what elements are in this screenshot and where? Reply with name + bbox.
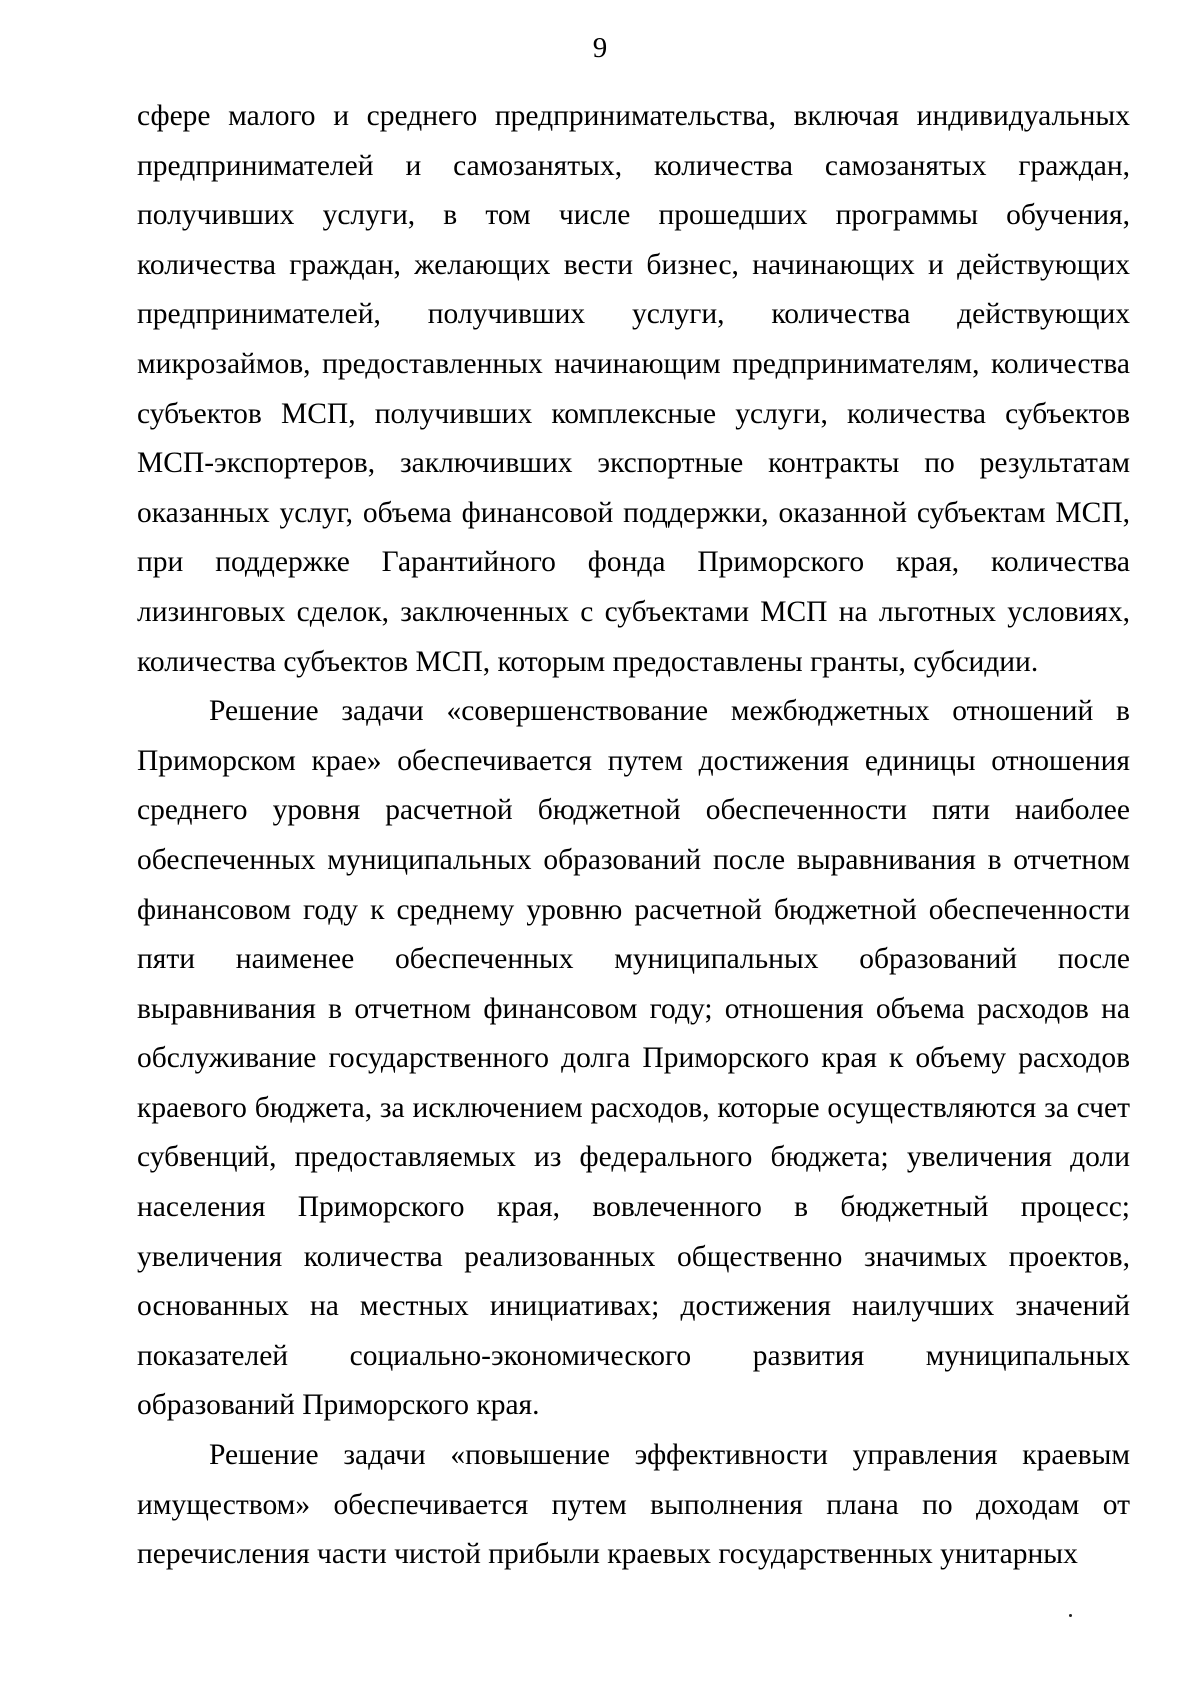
paragraph-continuation: сфере малого и среднего предпринимательства, включая индивидуальных предпринимателей и самозанятых, количества самозанятых граждан, получивших услуги, в том числе прошедших программы обучения, количества граждан, желающих вести бизнес, начинающих и действующих предпринимателей, получивших услуги, количества действующих микрозаймов, предоставленных начинающим предпринимателям, количества субъектов МСП, получивших комплексные услуги, количества субъектов МСП-экспортеров, заключивших экспортные контракты по результатам оказанных услуг, объема финансовой поддержки, оказанной субъектам МСП, при поддержке Гарантийного фонда Приморского края, количества лизинговых сделок, заключенных с субъектами МСП на льготных условиях, количества субъектов МСП, которым предоставлены гранты, субсидии. [137,100,1130,678]
paragraph-interbudgetary-relations: Решение задачи «совершенствование межбюджетных отношений в Приморском крае» обеспечивается путем достижения единицы отношения среднего уровня расчетной бюджетной обеспеченности пяти наиболее обеспеченных муниципальных образований после выравнивания в отчетном финансовом году к среднему уровню расчетной бюджетной обеспеченности пяти наименее обеспеченных муниципальных образований после выравнивания в отчетном финансовом году; отношения объема расходов на обслуживание государственного долга Приморского края к объему расходов краевого бюджета, за исключением расходов, которые осуществляются за счет субвенций, предоставляемых из федерального бюджета; увеличения доли населения Приморского края, вовлеченного в бюджетный процесс; увеличения количества реализованных общественно значимых проектов, основанных на местных инициативах; достижения наилучших значений показателей социально-экономического развития муниципальных образований Приморского края. [137,695,1130,1422]
document-body [137,92,1130,1580]
paragraph-property-management: Решение задачи «повышение эффективности управления краевым имуществом» обеспечивается путем выполнения плана по доходам от перечисления части чистой прибыли краевых государственных унитарных [137,1439,1130,1571]
scan-artifact [1069,1614,1072,1617]
page-number: 9 [592,32,608,64]
